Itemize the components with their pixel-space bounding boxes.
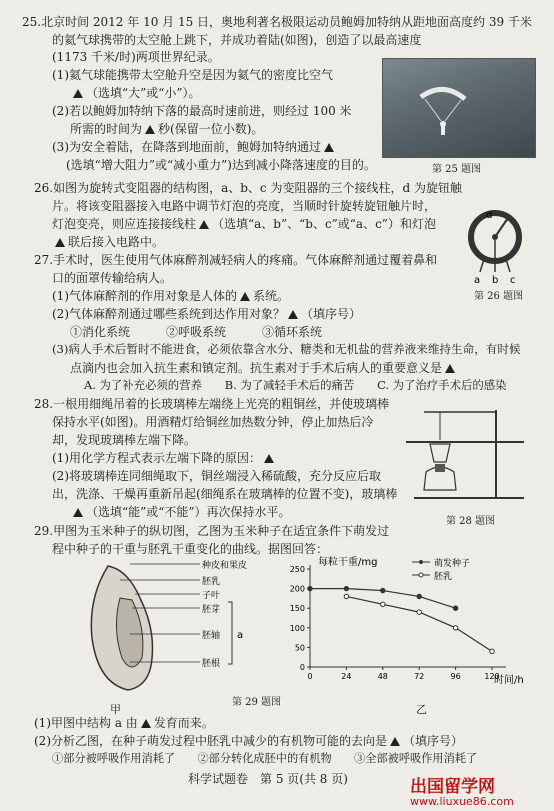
y-tick-label: 200 <box>289 584 305 594</box>
q25-line-6: (2)若以鲍姆加特纳下落的最高时速前进，则经过 100 米 <box>52 104 352 118</box>
legend-series-2: 胚乳 <box>434 572 453 582</box>
label-cotyledon: 子叶 <box>202 591 221 601</box>
q29-line-2: 程中种子的干重与胚乳干重变化的曲线。据图回答： <box>52 542 329 556</box>
answer-blank-icon <box>264 454 274 463</box>
answer-blank-icon <box>390 737 400 746</box>
q25-line-5: （选填“大”或“小”）。 <box>70 84 201 101</box>
answer-blank-icon <box>73 89 83 98</box>
q25-line-8: (3)为安全着陆，在降落到地面前，鲍姆加特纳通过 <box>52 138 337 155</box>
watermark <box>410 772 514 808</box>
q27-line-5: ①消化系统 ②呼吸系统 ③循环系统 <box>70 325 323 339</box>
answer-blank-icon <box>240 292 250 301</box>
q26-line-3: 灯泡变亮，则应连接接线柱 （选填“a、b”、“b、c”或“a、c”）和灯泡 <box>52 217 436 231</box>
y-tick-label: 0 <box>299 663 305 672</box>
q26-line-1: 26.如图为旋转式变阻器的结构图，a、b、c 为变阻器的三个接线柱，d 为旋钮触 <box>34 181 462 195</box>
data-point-2 <box>381 602 385 606</box>
y-tick-label: 150 <box>289 604 305 614</box>
answer-blank-icon <box>445 364 455 373</box>
q26-caption: 第 26 题图 <box>474 291 524 302</box>
q29-question-1: (1)甲图中结构 a 由 发育而来。 <box>34 716 214 730</box>
label-radicle: 胚根 <box>202 659 221 669</box>
glass-rod-apparatus-diagram <box>404 400 534 510</box>
q27-options: A. 为了补充必须的营养 B. 为了减轻手术后的痛苦 C. 为了治疗手术后的感染 <box>84 378 507 392</box>
q27-line-3: (1)气体麻醉剂的作用对象是人体的 系统。 <box>52 289 290 303</box>
label-seed-coat: 种皮和果皮 <box>202 561 248 571</box>
q27-line-6: (3)病人手术后暂时不能进食，必须依靠含水分、糖类和无机盐的营养液来维持生命，有时候 <box>52 342 521 356</box>
chart-legend <box>412 557 470 582</box>
legend-series-1: 萌发种子 <box>434 559 471 569</box>
answer-blank-icon <box>199 220 209 229</box>
label-hypocotyl: 胚轴 <box>202 631 221 641</box>
x-tick-label: 120 <box>484 672 500 681</box>
q28-line-7: （选填“能”或“不能”）再次保持水平。 <box>70 503 291 520</box>
x-tick-label: 48 <box>377 672 388 681</box>
watermark-title: 出国留学网 <box>410 777 495 797</box>
q25-line-4: (1)氦气球能携带太空舱升空是因为氦气的密度比空气 <box>52 68 334 82</box>
data-point-2 <box>453 626 457 630</box>
answer-blank-icon <box>73 508 83 517</box>
page-footer: 科学试题卷 第 5 页(共 8 页) <box>188 772 348 786</box>
answer-blank-icon <box>324 143 334 152</box>
q27-line-1: 27.手术时，医生使用气体麻醉剂减轻病人的疼痛。气体麻醉剂通过覆着鼻和 <box>34 253 438 267</box>
sub-label-left: 甲 <box>110 703 121 716</box>
label-d: d <box>486 210 493 221</box>
q28-line-1: 28.一根用细绳吊着的长玻璃棒左端绕上光亮的粗铜丝，并使玻璃棒 <box>34 397 390 411</box>
q27-line-4: (2)气体麻醉剂通过哪些系统到达作用对象？ （填序号） <box>52 307 362 321</box>
q25-line-2: 的氦气球携带的太空舱上跳下，并成功着陆(如图)，创造了以最高速度 <box>52 33 422 47</box>
q26-line-2: 片。将该变阻器接入电路中调节灯泡的亮度，当顺时针旋转旋钮触片时， <box>52 199 437 213</box>
data-point-1 <box>453 606 457 610</box>
q27-line-2: 口的面罩传输给病人。 <box>52 271 173 285</box>
answer-blank-icon <box>55 238 65 247</box>
q25-caption: 第 25 题图 <box>432 164 482 175</box>
data-point-1 <box>417 594 421 598</box>
q25-line-9: (选填“增大阻力”或“减小重力”)达到减小降落速度的目的。 <box>66 158 376 172</box>
sub-label-right: 乙 <box>416 703 427 716</box>
answer-blank-icon <box>288 310 298 319</box>
chart-axes <box>290 565 506 681</box>
x-tick-label: 72 <box>414 672 425 681</box>
chart-marks <box>308 586 494 653</box>
x-tick-label: 96 <box>450 672 461 681</box>
answer-blank-icon <box>141 719 151 728</box>
q25-line-3: (1173 千米/时)两项世界纪录。 <box>52 50 220 64</box>
data-point-2 <box>490 649 494 653</box>
q26-line-4: 联后接入电路中。 <box>52 233 164 250</box>
label-c: c <box>510 275 516 284</box>
data-point-1 <box>308 586 312 590</box>
data-point-1 <box>381 588 385 592</box>
parachute-icon <box>383 59 535 157</box>
rotary-rheostat-diagram <box>462 204 532 284</box>
q28-line-5: (2)将玻璃棒连同细绳取下，铜丝端浸入稀硫酸，充分反应后取 <box>52 469 382 483</box>
label-endosperm: 胚乳 <box>202 577 221 587</box>
label-b: b <box>492 275 499 284</box>
chart-xlabel: 时间/h <box>494 675 524 686</box>
q28-line-3: 却，发现玻璃棒左端下降。 <box>52 433 197 447</box>
q28-caption: 第 28 题图 <box>446 516 496 527</box>
data-point-1 <box>344 586 348 590</box>
answer-blank-icon <box>145 125 155 134</box>
y-tick-label: 100 <box>289 623 305 633</box>
q28-line-4: (1)用化学方程式表示左端下降的原因： <box>52 449 277 466</box>
chart-ylabel: 每粒干重/mg <box>318 557 378 568</box>
q27-line-7: 点滴内也会加入抗生素和镇定剂。抗生素对于手术后病人的重要意义是 <box>70 359 458 376</box>
label-plumule: 胚芽 <box>202 605 221 615</box>
q28-line-2: 保持水平(如图)。用酒精灯给铜丝加热数分钟，停止加热后冷 <box>52 415 374 429</box>
data-point-2 <box>344 594 348 598</box>
q29-question-2: (2)分析乙图，在种子萌发过程中胚乳中减少的有机物可能的去向是 （填序号） <box>34 734 464 748</box>
q29-options: ①部分被呼吸作用消耗了 ②部分转化成胚中的有机物 ③全部被呼吸作用消耗了 <box>52 752 478 765</box>
q29-caption: 第 29 题图 <box>232 697 282 708</box>
corn-seed-diagram <box>80 558 290 698</box>
y-tick-label: 50 <box>294 643 305 653</box>
q25-line-1: 25.北京时间 2012 年 10 月 15 日，奥地利著名极限运动员鲍姆加特纳从距地面高度约 39 千米 <box>22 15 532 29</box>
x-tick-label: 24 <box>341 672 352 681</box>
seed-dry-weight-chart <box>282 555 544 690</box>
q25-line-7: 所需的时间为 秒(保留一位小数)。 <box>70 122 264 136</box>
x-tick-label: 0 <box>307 672 313 681</box>
y-tick-label: 250 <box>289 565 305 574</box>
series-line-2 <box>346 596 492 651</box>
watermark-url: www.liuxue86.com <box>410 795 514 808</box>
label-a: a <box>474 275 481 284</box>
q28-line-6: 出，洗涤、干燥再重新吊起(细绳系在玻璃棒的位置不变)，玻璃棒 <box>52 487 398 501</box>
q29-line-1: 29.甲图为玉米种子的纵切图，乙图为玉米种子在适宜条件下萌发过 <box>34 524 390 538</box>
data-point-2 <box>417 610 421 614</box>
parachute-photo <box>382 58 536 158</box>
label-a: a <box>237 630 244 641</box>
